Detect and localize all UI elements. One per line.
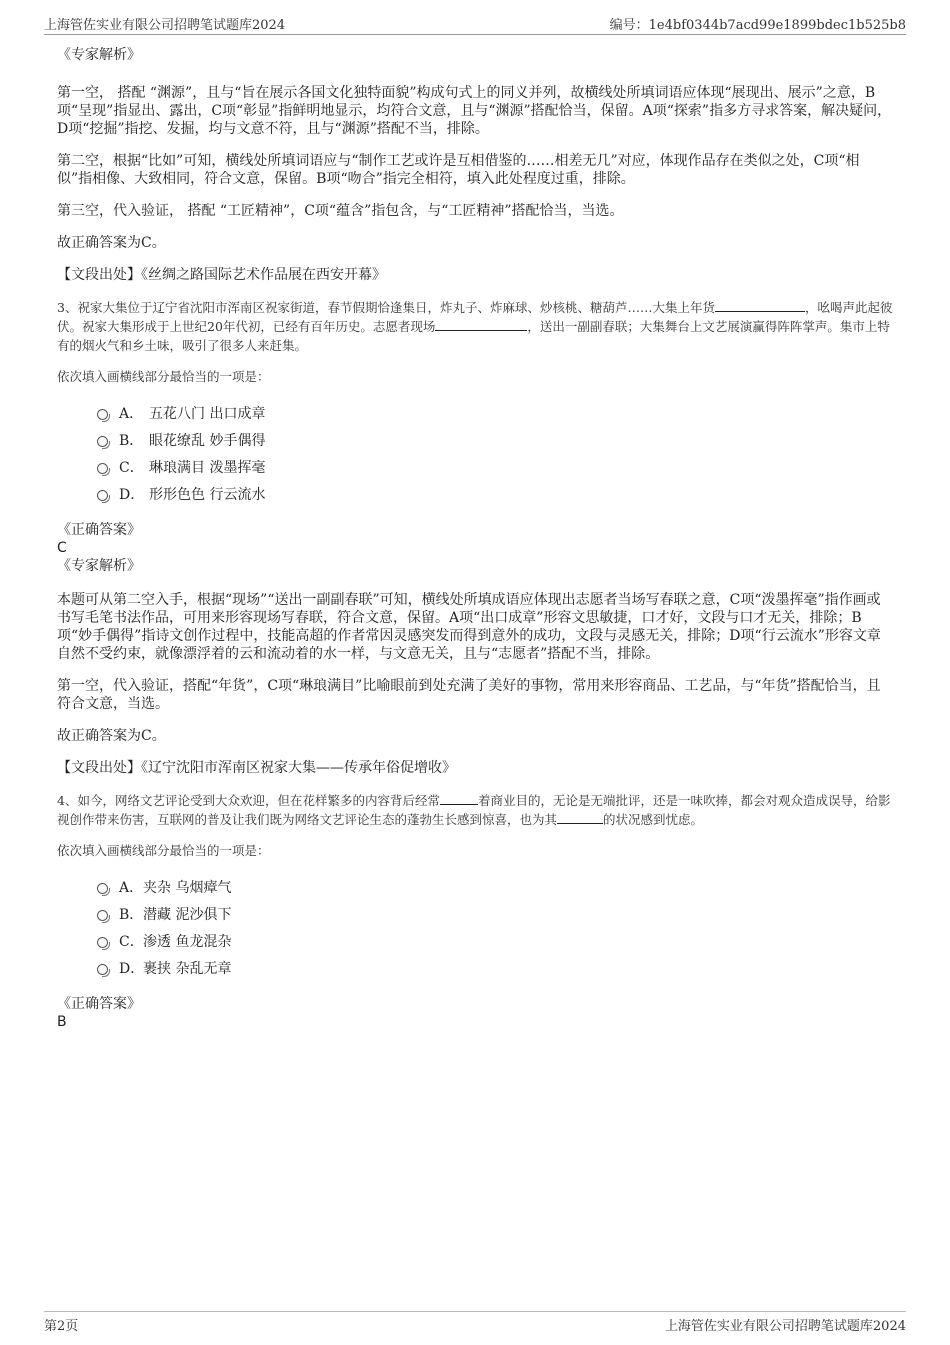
option-b[interactable]: B． 眼花缭乱 妙手偶得 [57,428,893,455]
source-citation: 【文段出处】《辽宁沈阳市浑南区祝家大集——传承年俗促增收》 [57,760,456,776]
correct-answer: C [57,540,67,556]
analysis-paragraph: 第三空，代入验证， 搭配 “工匠精神”，C项“蕴含”指包含，与“工匠精神”搭配恰当，当选。 [57,203,624,219]
fill-blank [557,811,603,824]
radio-button-icon[interactable] [97,937,108,948]
option-d[interactable]: D．裹挟 杂乱无章 [57,956,893,983]
answer-title: 《正确答案》 [57,996,141,1012]
option-a[interactable]: A． 五花八门 出口成章 [57,401,893,428]
analysis-paragraph: 第一空，代入验证，搭配“年货”，C项“琳琅满目”比喻眼前到处充满了美好的事物，常用来形容商品、工艺品，与“年货”搭配恰当，且符合文意，当选。 [57,678,881,712]
header-title: 上海管佐实业有限公司招聘笔试题库2024 [44,18,286,33]
question-4-stem: 4、如今，网络文艺评论受到大众欢迎，但在花样繁多的内容背后经常 着商业目的，无论是无端批评，还是一味吹捧，都会对观众造成误导，给影视创作带来伤害，互联网的普及让我们既为网络文艺评论生态的蓬勃生长感到惊喜，也为其 的状况感到忧虑。 [57,793,891,827]
footer-title: 上海管佐实业有限公司招聘笔试题库2024 [664,1319,906,1334]
conclusion: 故正确答案为C。 [57,728,166,744]
header-doc-id: 编号：1e4bf0344b7acd99e1899bdec1b525b8 [609,18,906,33]
page-header [44,14,906,35]
radio-button-icon[interactable] [97,910,108,921]
radio-button-icon[interactable] [97,436,108,447]
question-3-stem: 3、祝家大集位于辽宁省沈阳市浑南区祝家街道，春节假期恰逢集日，炸丸子、炸麻球、炒核桃、糖葫芦……大集上年货 ，吆喝声此起彼伏。祝家大集形成于上世纪20年代初，已经有百年历史。志愿者现场 ，送出一副副春联；大集舞台上文艺展演赢得阵阵掌声。集市上特有的烟火气和乡土味，吸引了很多人来赶集。 [57,300,893,353]
question-4-options [57,875,893,983]
correct-answer: B [57,1014,67,1030]
analysis-title: 《专家解析》 [57,558,141,574]
fill-blank [715,299,805,312]
radio-button-icon[interactable] [97,463,108,474]
source-citation: 【文段出处】《丝绸之路国际艺术作品展在西安开幕》 [57,267,386,283]
analysis-paragraph: 第二空，根据“比如”可知，横线处所填词语应与“制作工艺或许是互相借鉴的……相差无几”对应，体现作品存在类似之处，C项“相似”指相像、大致相同，符合文意，保留。B项“吻合”指完全相符，填入此处程度过重，排除。 [57,153,860,187]
analysis-paragraph: 本题可从第二空入手，根据“现场”“送出一副副春联”可知，横线处所填成语应体现出志愿者当场写春联之意，C项“泼墨挥毫”指作画或书写毛笔书法作品，可用来形容现场写春联，符合文意，保留。A项“出口成章”形容文思敏捷，口才好，文段与口才无关，排除；B项“妙手偶得”指诗文创作过程中，技能高超的作者常因灵感突发而得到意外的成功，文段与灵感无关，排除；D项“行云流水”形容文章自然不受约束，就像漂浮着的云和流动着的水一样，与文意无关，且与“志愿者”搭配不当，排除。 [57,592,881,662]
option-d[interactable]: D． 形形色色 行云流水 [57,482,893,509]
analysis-paragraph: 第一空， 搭配 “渊源”，且与“旨在展示各国文化独特面貌”构成句式上的同义并列，故横线处所填词语应体现“展现出、展示”之意，B项“呈现”指显出、露出，C项“彰显”指鲜明地显示，均符合文意，且与“渊源”搭配恰当，保留。A项“探索”指多方寻求答案，解决疑问，D项“挖掘”指挖、发掘，均与文意不符，且与“渊源”搭配不当，排除。 [57,85,892,137]
conclusion: 故正确答案为C。 [57,235,166,251]
question-prompt: 依次填入画横线部分最恰当的一项是： [57,843,270,858]
fill-blank [440,792,478,805]
page-number: 第2页 [44,1319,79,1334]
radio-button-icon[interactable] [97,490,108,501]
answer-title: 《正确答案》 [57,522,141,538]
option-c[interactable]: C．渗透 鱼龙混杂 [57,929,893,956]
option-a[interactable]: A．夹杂 乌烟瘴气 [57,875,893,902]
fill-blank [435,318,527,331]
question-3-options [57,401,893,509]
radio-button-icon[interactable] [97,883,108,894]
option-b[interactable]: B．潜藏 泥沙俱下 [57,902,893,929]
analysis-title: 《专家解析》 [57,47,141,63]
option-c[interactable]: C． 琳琅满目 泼墨挥毫 [57,455,893,482]
radio-button-icon[interactable] [97,409,108,420]
radio-button-icon[interactable] [97,964,108,975]
page-footer [44,1311,906,1335]
question-prompt: 依次填入画横线部分最恰当的一项是： [57,369,270,384]
page-content [57,46,893,1031]
